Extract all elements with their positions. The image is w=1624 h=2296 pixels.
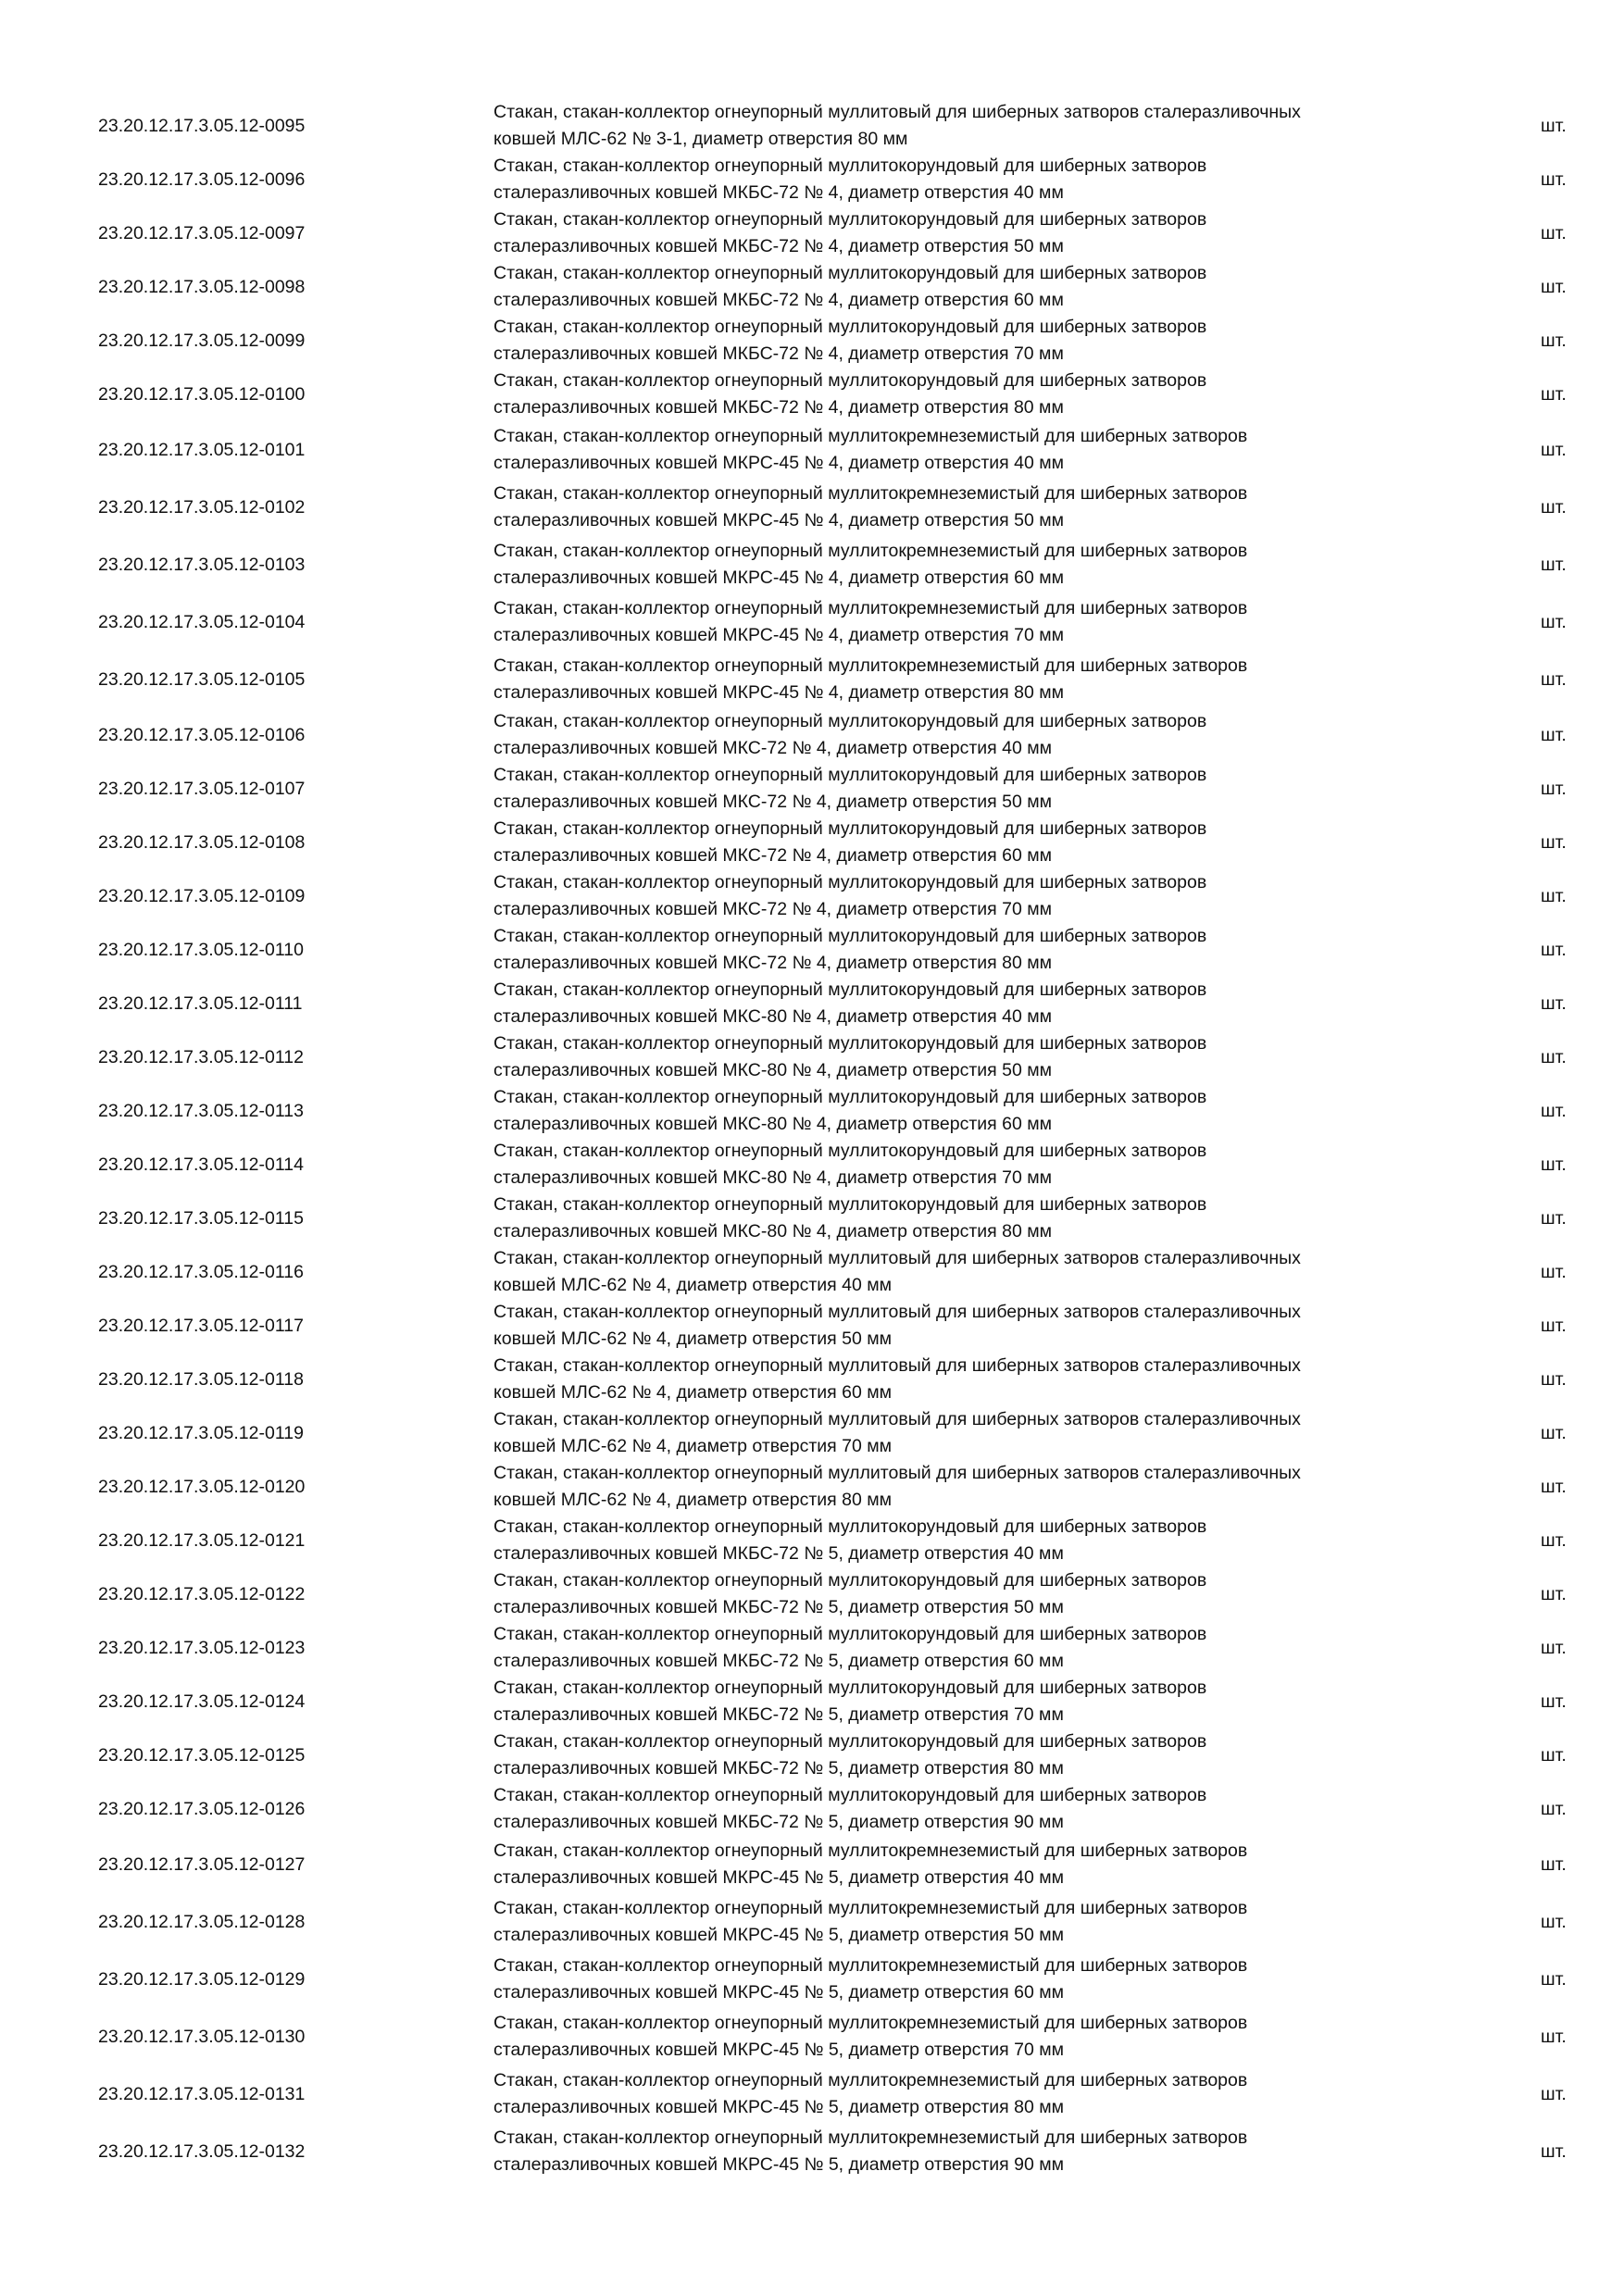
item-code: 23.20.12.17.3.05.12-0118 xyxy=(98,1368,304,1390)
item-description-cell xyxy=(493,1030,1419,1084)
item-description-cell xyxy=(493,977,1419,1030)
item-description: Стакан, стакан-коллектор огнеупорный муллитокорундовый для шиберных затворов сталеразливочных ковшей МКБС-72 № 4, диаметр отверстия 60 мм xyxy=(493,263,1207,310)
item-code: 23.20.12.17.3.05.12-0131 xyxy=(98,2083,306,2104)
item-unit: шт. xyxy=(1541,1154,1567,1175)
item-code: 23.20.12.17.3.05.12-0122 xyxy=(98,1583,306,1604)
table-row xyxy=(0,206,1624,260)
item-description-cell xyxy=(493,593,1419,651)
item-description: Стакан, стакан-коллектор огнеупорный муллитокорундовый для шиберных затворов сталеразливочных ковшей МКБС-72 № 5, диаметр отверстия 50 мм xyxy=(493,1570,1207,1617)
item-description: Стакан, стакан-коллектор огнеупорный муллитокорундовый для шиберных затворов сталеразливочных ковшей МКС-80 № 4, диаметр отверстия 80 мм xyxy=(493,1194,1207,1242)
item-description-cell xyxy=(493,536,1419,593)
table-row xyxy=(0,153,1624,206)
item-unit: шт. xyxy=(1541,222,1567,243)
item-description: Стакан, стакан-коллектор огнеупорный муллитокорундовый для шиберных затворов сталеразливочных ковшей МКС-72 № 4, диаметр отверстия 50 мм xyxy=(493,765,1207,812)
item-code: 23.20.12.17.3.05.12-0099 xyxy=(98,330,306,351)
item-code: 23.20.12.17.3.05.12-0106 xyxy=(98,724,306,745)
table-row xyxy=(0,1893,1624,1951)
item-code: 23.20.12.17.3.05.12-0107 xyxy=(98,778,306,799)
item-unit: шт. xyxy=(1541,1315,1567,1336)
item-description: Стакан, стакан-коллектор огнеупорный муллитовый для шиберных затворов сталеразливочных ковшей МЛС-62 № 4, диаметр отверстия 50 мм xyxy=(493,1302,1301,1349)
item-description: Стакан, стакан-коллектор огнеупорный муллитокорундовый для шиберных затворов сталеразливочных ковшей МКБС-72 № 4, диаметр отверстия 40 мм xyxy=(493,156,1207,203)
item-description: Стакан, стакан-коллектор огнеупорный муллитовый для шиберных затворов сталеразливочных ковшей МЛС-62 № 4, диаметр отверстия 40 мм xyxy=(493,1248,1301,1295)
table-row xyxy=(0,923,1624,977)
item-description: Стакан, стакан-коллектор огнеупорный муллитокорундовый для шиберных затворов сталеразливочных ковшей МКС-72 № 4, диаметр отверстия 70 мм xyxy=(493,872,1207,919)
item-unit: шт. xyxy=(1541,1529,1567,1551)
item-code: 23.20.12.17.3.05.12-0105 xyxy=(98,668,306,690)
item-unit: шт. xyxy=(1541,611,1567,632)
item-code: 23.20.12.17.3.05.12-0103 xyxy=(98,554,306,575)
item-code: 23.20.12.17.3.05.12-0100 xyxy=(98,383,306,405)
item-unit: шт. xyxy=(1541,554,1567,575)
item-description: Стакан, стакан-коллектор огнеупорный муллитокорундовый для шиберных затворов сталеразливочных ковшей МКБС-72 № 4, диаметр отверстия 50 мм xyxy=(493,209,1207,256)
item-description-cell xyxy=(493,1245,1419,1299)
item-description-cell xyxy=(493,99,1419,153)
item-description: Стакан, стакан-коллектор огнеупорный муллитокремнеземистый для шиберных затворов сталеразливочных ковшей МКРС-45 № 4, диаметр отверстия 50 мм xyxy=(493,483,1248,530)
item-code: 23.20.12.17.3.05.12-0109 xyxy=(98,885,306,906)
item-code: 23.20.12.17.3.05.12-0123 xyxy=(98,1637,306,1658)
table-row xyxy=(0,816,1624,869)
item-description: Стакан, стакан-коллектор огнеупорный муллитокорундовый для шиберных затворов сталеразливочных ковшей МКБС-72 № 5, диаметр отверстия 40 мм xyxy=(493,1516,1207,1564)
item-description-cell xyxy=(493,1567,1419,1621)
item-code: 23.20.12.17.3.05.12-0102 xyxy=(98,496,306,518)
item-description: Стакан, стакан-коллектор огнеупорный муллитокорундовый для шиберных затворов сталеразливочных ковшей МКС-80 № 4, диаметр отверстия 60 мм xyxy=(493,1087,1207,1134)
item-code: 23.20.12.17.3.05.12-0115 xyxy=(98,1207,304,1229)
item-unit: шт. xyxy=(1541,276,1567,297)
table-row xyxy=(0,1951,1624,2008)
item-code: 23.20.12.17.3.05.12-0130 xyxy=(98,2026,306,2047)
item-description-cell xyxy=(493,2065,1419,2123)
item-code: 23.20.12.17.3.05.12-0104 xyxy=(98,611,306,632)
item-unit: шт. xyxy=(1541,1368,1567,1390)
item-code: 23.20.12.17.3.05.12-0111 xyxy=(98,992,303,1014)
item-unit: шт. xyxy=(1541,778,1567,799)
item-description-cell xyxy=(493,923,1419,977)
item-unit: шт. xyxy=(1541,383,1567,405)
item-unit: шт. xyxy=(1541,724,1567,745)
item-description: Стакан, стакан-коллектор огнеупорный муллитокорундовый для шиберных затворов сталеразливочных ковшей МКС-80 № 4, диаметр отверстия 40 мм xyxy=(493,980,1207,1027)
item-code: 23.20.12.17.3.05.12-0095 xyxy=(98,115,306,136)
item-description-cell xyxy=(493,479,1419,536)
item-description: Стакан, стакан-коллектор огнеупорный муллитокремнеземистый для шиберных затворов сталеразливочных ковшей МКРС-45 № 5, диаметр отверстия 80 мм xyxy=(493,2070,1248,2117)
item-description: Стакан, стакан-коллектор огнеупорный муллитокремнеземистый для шиберных затворов сталеразливочных ковшей МКРС-45 № 4, диаметр отверстия 60 мм xyxy=(493,541,1248,588)
item-description: Стакан, стакан-коллектор огнеупорный муллитовый для шиберных затворов сталеразливочных ковшей МЛС-62 № 4, диаметр отверстия 80 мм xyxy=(493,1463,1301,1510)
table-row xyxy=(0,421,1624,479)
item-description-cell xyxy=(493,1893,1419,1951)
table-row xyxy=(0,1460,1624,1514)
item-code: 23.20.12.17.3.05.12-0113 xyxy=(98,1100,304,1121)
item-description-cell xyxy=(493,1138,1419,1192)
item-code: 23.20.12.17.3.05.12-0129 xyxy=(98,1968,306,1990)
item-description: Стакан, стакан-коллектор огнеупорный муллитокремнеземистый для шиберных затворов сталеразливочных ковшей МКРС-45 № 5, диаметр отверстия 90 мм xyxy=(493,2128,1248,2175)
item-unit: шт. xyxy=(1541,439,1567,460)
item-unit: шт. xyxy=(1541,1691,1567,1712)
item-description-cell xyxy=(493,1621,1419,1675)
table-row xyxy=(0,314,1624,368)
item-unit: шт. xyxy=(1541,1207,1567,1229)
item-description-cell xyxy=(493,153,1419,206)
item-description-cell xyxy=(493,2008,1419,2065)
item-description: Стакан, стакан-коллектор огнеупорный муллитокорундовый для шиберных затворов сталеразливочных ковшей МКС-72 № 4, диаметр отверстия 80 мм xyxy=(493,926,1207,973)
table-row xyxy=(0,1782,1624,1836)
item-unit: шт. xyxy=(1541,1476,1567,1497)
item-description-cell xyxy=(493,260,1419,314)
item-unit: шт. xyxy=(1541,1744,1567,1766)
item-unit: шт. xyxy=(1541,1046,1567,1067)
item-code: 23.20.12.17.3.05.12-0126 xyxy=(98,1798,306,1819)
item-code: 23.20.12.17.3.05.12-0116 xyxy=(98,1261,304,1282)
table-row xyxy=(0,593,1624,651)
item-code: 23.20.12.17.3.05.12-0097 xyxy=(98,222,306,243)
table-row xyxy=(0,977,1624,1030)
item-description-cell xyxy=(493,1836,1419,1893)
item-code: 23.20.12.17.3.05.12-0127 xyxy=(98,1853,306,1875)
item-unit: шт. xyxy=(1541,115,1567,136)
item-description-cell xyxy=(493,1460,1419,1514)
item-description: Стакан, стакан-коллектор огнеупорный муллитокорундовый для шиберных затворов сталеразливочных ковшей МКБС-72 № 5, диаметр отверстия 80 мм xyxy=(493,1731,1207,1778)
table-row xyxy=(0,368,1624,421)
item-description: Стакан, стакан-коллектор огнеупорный муллитокорундовый для шиберных затворов сталеразливочных ковшей МКС-72 № 4, диаметр отверстия 40 мм xyxy=(493,711,1207,758)
item-description: Стакан, стакан-коллектор огнеупорный муллитокремнеземистый для шиберных затворов сталеразливочных ковшей МКРС-45 № 4, диаметр отверстия 40 мм xyxy=(493,426,1248,473)
item-description: Стакан, стакан-коллектор огнеупорный муллитокорундовый для шиберных затворов сталеразливочных ковшей МКБС-72 № 5, диаметр отверстия 90 мм xyxy=(493,1785,1207,1832)
item-description: Стакан, стакан-коллектор огнеупорный муллитокорундовый для шиберных затворов сталеразливочных ковшей МКБС-72 № 4, диаметр отверстия 70 мм xyxy=(493,317,1207,364)
table-row xyxy=(0,2008,1624,2065)
table-row xyxy=(0,1245,1624,1299)
table-row xyxy=(0,536,1624,593)
item-code: 23.20.12.17.3.05.12-0112 xyxy=(98,1046,304,1067)
table-row xyxy=(0,762,1624,816)
item-unit: шт. xyxy=(1541,1583,1567,1604)
item-description-cell xyxy=(493,816,1419,869)
table-row xyxy=(0,1192,1624,1245)
item-description-cell xyxy=(493,1951,1419,2008)
item-unit: шт. xyxy=(1541,1637,1567,1658)
item-description: Стакан, стакан-коллектор огнеупорный муллитокремнеземистый для шиберных затворов сталеразливочных ковшей МКРС-45 № 5, диаметр отверстия 40 мм xyxy=(493,1841,1248,1888)
item-description-cell xyxy=(493,651,1419,708)
item-unit: шт. xyxy=(1541,2140,1567,2162)
item-description-cell xyxy=(493,762,1419,816)
item-description-cell xyxy=(493,2123,1419,2180)
item-description: Стакан, стакан-коллектор огнеупорный муллитокремнеземистый для шиберных затворов сталеразливочных ковшей МКРС-45 № 5, диаметр отверстия 50 мм xyxy=(493,1898,1248,1945)
item-code: 23.20.12.17.3.05.12-0110 xyxy=(98,939,304,960)
item-description: Стакан, стакан-коллектор огнеупорный муллитокремнеземистый для шиберных затворов сталеразливочных ковшей МКРС-45 № 5, диаметр отверстия 70 мм xyxy=(493,2013,1248,2060)
item-description-cell xyxy=(493,1353,1419,1406)
item-code: 23.20.12.17.3.05.12-0117 xyxy=(98,1315,304,1336)
item-code: 23.20.12.17.3.05.12-0132 xyxy=(98,2140,306,2162)
price-list-table xyxy=(0,99,1624,2180)
item-description: Стакан, стакан-коллектор огнеупорный муллитокремнеземистый для шиберных затворов сталеразливочных ковшей МКРС-45 № 5, диаметр отверстия 60 мм xyxy=(493,1955,1248,2003)
item-description: Стакан, стакан-коллектор огнеупорный муллитовый для шиберных затворов сталеразливочных ковшей МЛС-62 № 3-1, диаметр отверстия 80 мм xyxy=(493,102,1301,149)
item-unit: шт. xyxy=(1541,1798,1567,1819)
item-description: Стакан, стакан-коллектор огнеупорный муллитовый для шиберных затворов сталеразливочных ковшей МЛС-62 № 4, диаметр отверстия 70 мм xyxy=(493,1409,1301,1456)
table-row xyxy=(0,2123,1624,2180)
item-description-cell xyxy=(493,1675,1419,1728)
item-unit: шт. xyxy=(1541,2083,1567,2104)
item-description: Стакан, стакан-коллектор огнеупорный муллитокорундовый для шиберных затворов сталеразливочных ковшей МКС-80 № 4, диаметр отверстия 50 мм xyxy=(493,1033,1207,1080)
item-description-cell xyxy=(493,421,1419,479)
item-unit: шт. xyxy=(1541,1422,1567,1443)
table-row xyxy=(0,2065,1624,2123)
item-description-cell xyxy=(493,368,1419,421)
item-description: Стакан, стакан-коллектор огнеупорный муллитокорундовый для шиберных затворов сталеразливочных ковшей МКБС-72 № 5, диаметр отверстия 60 мм xyxy=(493,1624,1207,1671)
item-code: 23.20.12.17.3.05.12-0120 xyxy=(98,1476,306,1497)
table-row xyxy=(0,1353,1624,1406)
item-code: 23.20.12.17.3.05.12-0125 xyxy=(98,1744,306,1766)
item-description-cell xyxy=(493,869,1419,923)
table-row xyxy=(0,260,1624,314)
item-unit: шт. xyxy=(1541,992,1567,1014)
item-description-cell xyxy=(493,314,1419,368)
item-description-cell xyxy=(493,1299,1419,1353)
item-unit: шт. xyxy=(1541,831,1567,853)
table-row xyxy=(0,708,1624,762)
item-unit: шт. xyxy=(1541,496,1567,518)
item-code: 23.20.12.17.3.05.12-0114 xyxy=(98,1154,304,1175)
item-description-cell xyxy=(493,1782,1419,1836)
item-description: Стакан, стакан-коллектор огнеупорный муллитокорундовый для шиберных затворов сталеразливочных ковшей МКС-72 № 4, диаметр отверстия 60 мм xyxy=(493,818,1207,866)
item-code: 23.20.12.17.3.05.12-0128 xyxy=(98,1911,306,1932)
item-description-cell xyxy=(493,1406,1419,1460)
item-unit: шт. xyxy=(1541,1100,1567,1121)
table-row xyxy=(0,1836,1624,1893)
item-unit: шт. xyxy=(1541,1261,1567,1282)
item-description: Стакан, стакан-коллектор огнеупорный муллитокорундовый для шиберных затворов сталеразливочных ковшей МКС-80 № 4, диаметр отверстия 70 мм xyxy=(493,1141,1207,1188)
table-row xyxy=(0,1084,1624,1138)
item-code: 23.20.12.17.3.05.12-0096 xyxy=(98,168,306,190)
item-description-cell xyxy=(493,1084,1419,1138)
item-code: 23.20.12.17.3.05.12-0121 xyxy=(98,1529,306,1551)
item-unit: шт. xyxy=(1541,168,1567,190)
table-row xyxy=(0,1675,1624,1728)
table-row xyxy=(0,1567,1624,1621)
item-unit: шт. xyxy=(1541,885,1567,906)
item-description-cell xyxy=(493,708,1419,762)
item-unit: шт. xyxy=(1541,1968,1567,1990)
item-unit: шт. xyxy=(1541,1911,1567,1932)
item-description-cell xyxy=(493,1728,1419,1782)
item-description: Стакан, стакан-коллектор огнеупорный муллитокорундовый для шиберных затворов сталеразливочных ковшей МКБС-72 № 4, диаметр отверстия 80 мм xyxy=(493,370,1207,418)
table-row xyxy=(0,1728,1624,1782)
item-unit: шт. xyxy=(1541,2026,1567,2047)
item-unit: шт. xyxy=(1541,330,1567,351)
item-description: Стакан, стакан-коллектор огнеупорный муллитокорундовый для шиберных затворов сталеразливочных ковшей МКБС-72 № 5, диаметр отверстия 70 мм xyxy=(493,1678,1207,1725)
item-unit: шт. xyxy=(1541,939,1567,960)
item-description: Стакан, стакан-коллектор огнеупорный муллитокремнеземистый для шиберных затворов сталеразливочных ковшей МКРС-45 № 4, диаметр отверстия 70 мм xyxy=(493,598,1248,645)
item-unit: шт. xyxy=(1541,1853,1567,1875)
item-description: Стакан, стакан-коллектор огнеупорный муллитовый для шиберных затворов сталеразливочных ковшей МЛС-62 № 4, диаметр отверстия 60 мм xyxy=(493,1355,1301,1403)
item-code: 23.20.12.17.3.05.12-0119 xyxy=(98,1422,304,1443)
table-row xyxy=(0,479,1624,536)
item-unit: шт. xyxy=(1541,668,1567,690)
table-row xyxy=(0,1138,1624,1192)
item-code: 23.20.12.17.3.05.12-0098 xyxy=(98,276,306,297)
table-row xyxy=(0,1514,1624,1567)
table-row xyxy=(0,1299,1624,1353)
table-row xyxy=(0,1030,1624,1084)
table-row xyxy=(0,99,1624,153)
table-row xyxy=(0,1406,1624,1460)
item-description-cell xyxy=(493,1192,1419,1245)
table-row xyxy=(0,869,1624,923)
table-row xyxy=(0,651,1624,708)
item-code: 23.20.12.17.3.05.12-0108 xyxy=(98,831,306,853)
item-description: Стакан, стакан-коллектор огнеупорный муллитокремнеземистый для шиберных затворов сталеразливочных ковшей МКРС-45 № 4, диаметр отверстия 80 мм xyxy=(493,655,1248,703)
item-code: 23.20.12.17.3.05.12-0101 xyxy=(98,439,306,460)
item-description-cell xyxy=(493,206,1419,260)
item-description-cell xyxy=(493,1514,1419,1567)
item-code: 23.20.12.17.3.05.12-0124 xyxy=(98,1691,306,1712)
table-row xyxy=(0,1621,1624,1675)
